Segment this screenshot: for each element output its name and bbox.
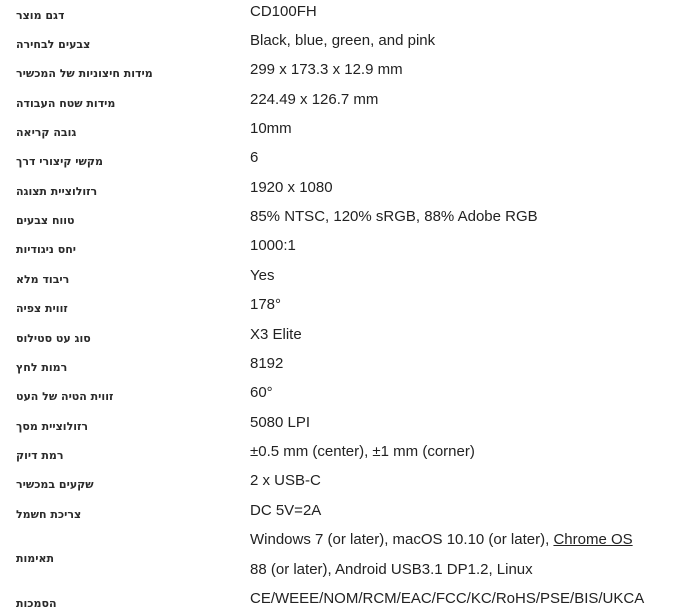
spec-value: Black, blue, green, and pink xyxy=(250,32,436,49)
spec-value: 60° xyxy=(250,384,273,401)
compat-line-1 xyxy=(250,531,675,548)
chrome-os-link[interactable]: Chrome OS xyxy=(553,531,633,548)
spec-value: 10mm xyxy=(250,120,292,137)
compat-line-2: 88 (or later), Android USB3.1 DP1.2, Linux xyxy=(250,561,533,578)
spec-value: DC 5V=2A xyxy=(250,502,322,519)
spec-label: תאימות xyxy=(16,552,55,565)
spec-value: ±0.5 mm (center), ±1 mm (corner) xyxy=(250,443,475,460)
spec-value: 8192 xyxy=(250,355,284,372)
spec-label: שקעים במכשיר xyxy=(16,478,94,491)
spec-label: רמת דיוק xyxy=(16,449,64,462)
spec-label: סוג עט סטילוס xyxy=(16,332,91,345)
spec-value: 299 x 173.3 x 12.9 mm xyxy=(250,61,403,78)
spec-label: רמות לחץ xyxy=(16,361,68,374)
spec-label: רזולוציית מסך xyxy=(16,420,89,433)
spec-label: רזולוציית תצוגה xyxy=(16,185,98,198)
spec-label: זווית צפיה xyxy=(16,302,68,315)
spec-label: מידות חיצוניות של המכשיר xyxy=(16,67,153,80)
spec-value: CD100FH xyxy=(250,3,317,20)
spec-label: הסמכות xyxy=(16,597,57,610)
spec-label: צריכת חשמל xyxy=(16,508,82,521)
spec-value: 224.49 x 126.7 mm xyxy=(250,91,379,108)
spec-value: 85% NTSC, 120% sRGB, 88% Adobe RGB xyxy=(250,208,538,225)
spec-label: זווית הטיה של העט xyxy=(16,390,114,403)
spec-label: מקשי קיצורי דרך xyxy=(16,155,103,168)
spec-value: 5080 LPI xyxy=(250,414,311,431)
spec-value: 6 xyxy=(250,149,259,166)
spec-label: מידות שטח העבודה xyxy=(16,97,116,110)
spec-label: טווח צבעים xyxy=(16,214,75,227)
spec-value: 178° xyxy=(250,296,282,313)
spec-label: צבעים לבחירה xyxy=(16,38,91,51)
spec-value: 1920 x 1080 xyxy=(250,179,333,196)
spec-label: ריבוד מלא xyxy=(16,273,70,286)
spec-value: Yes xyxy=(250,267,275,284)
spec-value: CE/WEEE/NOM/RCM/EAC/FCC/KC/RoHS/PSE/BIS/UKCA xyxy=(250,590,645,607)
spec-label: גובה קריאה xyxy=(16,126,77,139)
spec-value: 1000:1 xyxy=(250,237,296,254)
spec-value: X3 Elite xyxy=(250,326,302,343)
spec-value: 2 x USB-C xyxy=(250,472,321,489)
spec-label: דגם מוצר xyxy=(16,9,65,22)
spec-label: יחס ניגודיות xyxy=(16,243,77,256)
compat-text: Windows 7 (or later), macOS 10.10 (or later), xyxy=(250,531,554,548)
